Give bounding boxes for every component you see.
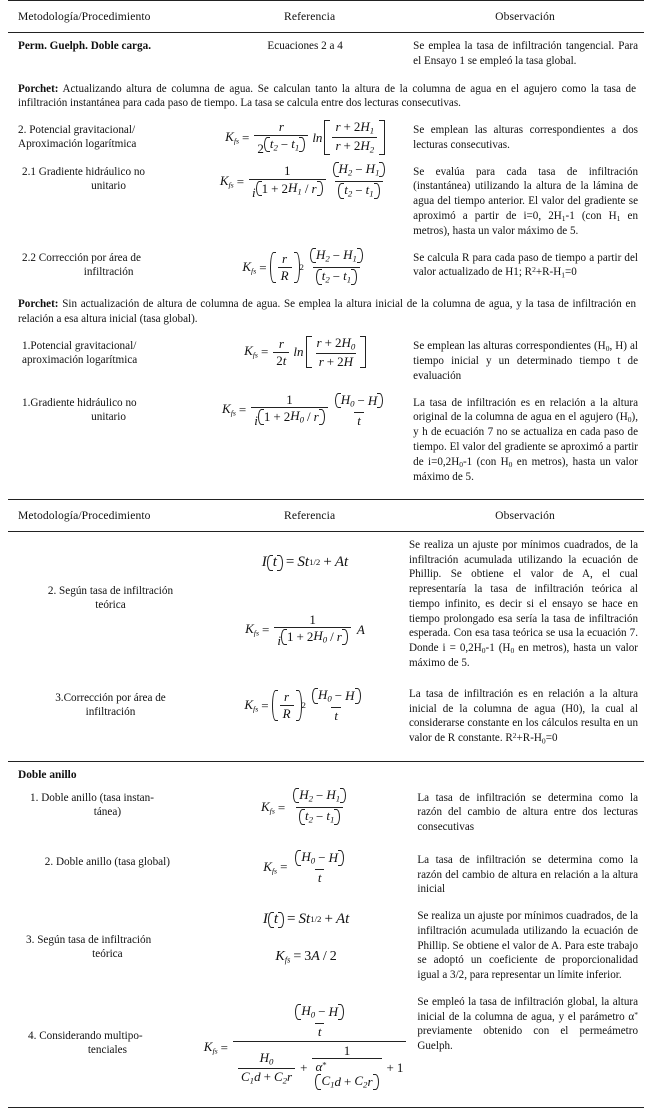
obs-sub-1: 0	[481, 646, 486, 656]
observation-perm-guelph: Se emplea la tasa de infiltración tangencial. Para el Ensayo 1 se empleó la tasa global.	[413, 40, 638, 67]
table-row	[8, 390, 644, 491]
method-potencial-1-global	[8, 333, 205, 390]
porchet-paragraph-1	[8, 75, 644, 118]
formula-cell-eq-21-gradiente	[205, 159, 405, 245]
obs-text-mid: ), y h de ecuación 7 no se actualiza en cada paso de tiempo. El valor del gradiente se aproximó a partir de i=0,2H	[413, 411, 638, 468]
table-row	[8, 677, 644, 753]
observation-doble-anillo-global: La tasa de infiltración se determina como la razón del cambio de altura en relación a la altura inicial	[417, 853, 638, 896]
table-methodologies-part1	[8, 0, 644, 32]
obs-text-mid: -1 (H	[485, 642, 511, 655]
header-cell-method-2: Metodología/Procedimiento	[18, 508, 151, 522]
section-title-doble-anillo: Doble anillo	[18, 768, 77, 781]
method-line-1: 2. Potencial gravitacional/	[18, 124, 136, 136]
formula-eq-teorica: Kfs = 1 i 1 + 2 $H_0$ / r A	[245, 611, 365, 648]
observation-tasa-teorica-3: Se realiza un ajuste por mínimos cuadrados, de la infiltración acumulada utilizando la ecuación de Phillip. Se obtiene el valor de A. Para este trabajo se adoptó un coeficiente de proporcionalidad igual a 3/2, para representar un límite inferior.	[417, 910, 638, 982]
observation-correccion-area-3	[401, 677, 644, 753]
table-body-part2	[8, 531, 644, 753]
obs-sub-3: 0	[508, 460, 513, 470]
obs-sub: 1	[561, 270, 565, 280]
header-cell-reference: Referencia	[284, 10, 336, 23]
obs-text-end: previamente obtenido con el permeámetro Guelph.	[417, 1025, 638, 1053]
table-row	[8, 117, 644, 159]
method-line-2: tánea)	[93, 805, 122, 818]
header-cell-method: Metodología/Procedimiento	[18, 10, 151, 23]
method-gradiente-1-global	[8, 390, 205, 491]
table-row	[8, 841, 644, 903]
method-gradiente-21	[8, 159, 205, 245]
method-line-2: Aproximación logarítmica	[18, 138, 137, 151]
header-cell-observation: Observación	[495, 10, 555, 23]
table-section-title-row	[8, 761, 644, 785]
porchet-body-2: Sin actualización de altura de columna de agua. Se emplea la altura inicial de la columna de agua, y la tasa de infiltración en relación a esa altura inicial (tasa global).	[18, 298, 636, 326]
method-potencial-gravitacional-2	[8, 117, 205, 159]
formula-eq-multipotenciales: Kfs = $H_0$ − H t $\frac{H_0}{C_1d + C_2r}$ + 1 α* $C_1$ d + $C_2$ r + 1	[204, 990, 409, 1107]
formula-cell-eq-correccion-area	[209, 677, 401, 753]
observation-eq-22-correccion	[405, 245, 644, 291]
obs-sub: 0	[541, 736, 546, 746]
header-cell-reference-2: Referencia	[284, 508, 336, 522]
obs-text-pre: Se emplean las alturas correspondientes (H	[413, 339, 606, 352]
formula-cell-eq-22-correccion	[205, 245, 405, 291]
observation-eq-21-gradiente	[405, 159, 644, 245]
obs-text-end: en metros), hasta un valor máximo de 5.	[413, 455, 638, 484]
obs-text-end: en metros), hasta un valor máximo de 5.	[408, 642, 638, 670]
table-header-row	[8, 1, 644, 33]
method-line-1: 1.Potencial gravitacional/	[22, 339, 137, 352]
formula-cell-eq-anillo-inst	[203, 785, 410, 841]
formula-cell-eq-1-potencial	[205, 333, 405, 390]
formula-cell-group-phillip	[209, 531, 401, 677]
obs-sub-2: 0	[459, 460, 463, 470]
table-body-part1	[8, 32, 644, 491]
obs-sup: 2	[512, 731, 517, 741]
table-row	[8, 33, 644, 75]
porchet-lead-1: Porchet:	[18, 82, 59, 95]
obs-sup: 2	[532, 265, 536, 275]
method-correccion-22	[8, 245, 205, 291]
observation-eq-1-gradiente	[405, 390, 644, 491]
obs-text-pre: Se realiza un ajuste por mínimos cuadrados, de la infiltración acumulada utilizando la ecuación de Phillip. Se obtiene el valor de A, el cual representaría la tasa de infiltración teórica al tiempo infinito, es decir si el ensayo se hace en tiempo prolongado esa sería la tasa de infiltración esperada. Con esa tasa teórica se usa la ecuación 7. Donde i = 0,2H	[408, 538, 638, 655]
formula-eq-22-correccion: Kfs = $\frac{r}{R}$ 2 $H_2$ − $H_1$ $t_2$ − $t_1$	[206, 246, 404, 290]
observation-eq-1-potencial	[405, 333, 644, 390]
method-line-2: infiltración	[85, 706, 136, 719]
method-multipotenciales	[8, 989, 203, 1108]
table-row	[8, 245, 644, 291]
method-line-2: unitario	[91, 410, 126, 423]
formula-eq-21-gradiente: Kfs = 1 i 1 + 2 $H_1$ / r $H_2$ − $H_1$ $t_2$ − $t_1$	[206, 160, 404, 204]
obs-sub-1: 1	[561, 213, 566, 223]
obs-text-post: -1 (con H	[462, 455, 509, 468]
obs-text-pre: Se empleó la tasa de infiltración global, la altura inicial de la columna de agua, y el parámetro α	[417, 995, 638, 1023]
method-line-1: 1.Gradiente hidráulico no	[22, 396, 137, 409]
table-header-row-2	[8, 499, 644, 531]
section-gap-2	[0, 753, 652, 761]
method-tasa-teorica-2	[8, 531, 209, 677]
section-gap-1	[0, 491, 652, 499]
obs-text-post: -1 (con H	[565, 209, 617, 222]
obs-sub-2: 1	[616, 213, 621, 223]
formula-cell-eq-2-potencial	[205, 117, 405, 159]
obs-text-pre: Se evalúa para cada tasa de infiltración (instantánea) utilizando la altura de la lámina de agua del tiempo anterior. El valor del gradiente se aproximó a partir de i=0, 2H	[413, 165, 638, 222]
method-line-1: 3.Corrección por área de	[55, 691, 166, 704]
method-tasa-teorica-3	[8, 903, 203, 989]
porchet-paragraph-2	[8, 290, 644, 333]
method-doble-anillo-instantanea	[8, 785, 203, 841]
method-line-2: aproximación logarítmica	[22, 354, 138, 367]
table-row	[8, 785, 644, 841]
table-row-paragraph	[8, 290, 644, 333]
table-row	[8, 333, 644, 390]
obs-text-mid: +R-H	[535, 266, 562, 279]
method-line-2: teórica	[92, 948, 123, 961]
method-line-1: 2.2 Corrección por área de	[22, 251, 141, 264]
table-row	[8, 989, 644, 1108]
table-row	[8, 903, 644, 989]
method-perm-guelph: Perm. Guelph. Doble carga.	[18, 40, 151, 52]
method-line-2: teórica	[95, 599, 126, 612]
formula-eq-anillo-global: Kfs = $H_0$ − H t	[204, 842, 409, 887]
obs-text-pre: Se calcula R para cada paso de tiempo a partir del valor actualizado de H1; R	[413, 251, 638, 279]
formula-eq-3A2: Kfs = 3 A / 2	[275, 948, 337, 965]
formula-eq-2-potencial: Kfs = r 2 $t_2$ − $t_1$ ln $\frac{r + 2H_1}{r + 2H_2}$	[206, 118, 404, 157]
obs-text-pre: La tasa de infiltración es en relación a la altura original de la columna de agua en el agujero (H	[413, 396, 638, 424]
table-doble-anillo	[8, 761, 644, 1108]
observation-multipotenciales	[409, 989, 644, 1108]
method-line-1: 2. Según tasa de infiltración	[47, 584, 174, 597]
obs-text-end: =0	[564, 266, 577, 279]
observation-doble-anillo-instantanea: La tasa de infiltración se determina como la razón del cambio de altura entre dos lecturas consecutivas	[417, 791, 638, 834]
obs-text-end: , H) al tiempo inicial y un determinado tiempo t de evaluación	[413, 339, 638, 382]
reference-perm-guelph: Ecuaciones 2 a 4	[267, 40, 343, 52]
formula-cell-eq-1-gradiente	[205, 390, 405, 491]
obs-sub-1: 0	[627, 415, 632, 425]
method-line-2: tenciales	[87, 1044, 127, 1057]
table-methodologies-part2-header	[8, 499, 644, 531]
table-row-paragraph	[8, 75, 644, 118]
formula-cell-eq-anillo-global	[203, 841, 410, 903]
porchet-lead-2: Porchet:	[18, 298, 59, 311]
formula-eq-anillo-inst: Kfs = $H_2$ − $H_1$ $t_2$ − $t_1$	[204, 786, 409, 830]
formula-eq-1-potencial: Kfs = $\frac{r}{2t}$ ln $\frac{r + 2H_0}{r + 2H}$	[206, 334, 404, 370]
obs-text-end: =0	[545, 732, 558, 745]
method-line-2: infiltración	[83, 265, 134, 278]
method-doble-anillo-global	[8, 841, 203, 903]
obs-sup: *	[634, 1009, 638, 1019]
formula-cell-eq-multipotenciales	[203, 989, 410, 1108]
obs-text-end: en metros), hasta un valor máximo de 5.	[413, 209, 638, 237]
observation-eq-2-potencial: Se emplean las alturas correspondientes a dos lecturas consecutivas.	[413, 124, 638, 151]
obs-text-pre: La tasa de infiltración es en relación a la altura inicial de la columna de agua (H0), la cual al considerarse constante en los cálculos resulta en un valor de R constante. R	[408, 687, 638, 745]
formula-eq-1-gradiente: Kfs = 1 i 1 + 2 $H_0$ / r $H_0$ − H t	[206, 391, 404, 430]
formula-eq-phillip: I t = St 1/2 + At	[261, 553, 349, 570]
formula-eq-phillip-2: I t = St 1/2 + At	[262, 911, 350, 928]
porchet-body-1: Actualizando altura de columna de agua. Se calculan tanto la altura de la columna de agua en el agujero como la tasa de infiltración instantánea para cada paso de tiempo. La tasa se calcula entre dos lecturas consecutivas.	[18, 82, 636, 110]
method-line-1: 3. Según tasa de infiltración	[26, 934, 152, 947]
observation-tasa-teorica-2	[401, 531, 644, 677]
header-cell-observation-2: Observación	[495, 508, 555, 522]
table-row	[8, 159, 644, 245]
method-correccion-area-3	[8, 677, 209, 753]
formula-eq-correccion-area: Kfs = $\frac{r}{R}$ 2 $H_0$ − H t	[210, 678, 400, 725]
method-line-1: 2. Doble anillo (tasa global)	[44, 855, 170, 868]
formula-cell-group-anillo-teorica	[203, 903, 410, 989]
method-line-2: unitario	[91, 179, 126, 192]
obs-text-mid: +R-H	[516, 732, 542, 745]
obs-sub-2: 0	[510, 646, 515, 656]
table-row	[8, 531, 644, 677]
method-line-1: 4. Considerando multipo-	[28, 1029, 143, 1042]
obs-sub: 0	[605, 344, 610, 354]
method-line-1: 1. Doble anillo (tasa instan-	[30, 791, 154, 804]
method-line-1: 2.1 Gradiente hidráulico no	[22, 165, 146, 178]
